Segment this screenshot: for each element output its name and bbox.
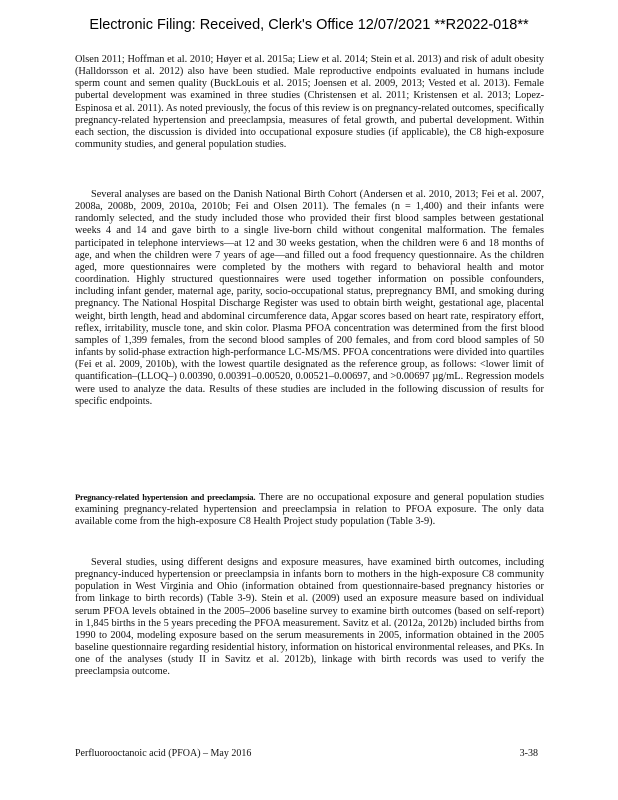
section-text: There are no occupational exposure and general population studies examining pregnancy-related hypertension and preeclampsia in relation to PFOA exposure. The only data available come from the high-exposure C8 Health Project study population (Table 3-9). — [75, 492, 545, 528]
section-run-in-heading: Pregnancy-related hypertension and preeclampsia. — [75, 492, 256, 502]
paragraph-hypertension-section — [75, 491, 544, 528]
footer-page-number: 3-38 — [519, 748, 538, 759]
filing-stamp-header: Electronic Filing: Received, Clerk's Office 12/07/2021 **R2022-018** — [89, 17, 529, 33]
footer-document-title: Perfluorooctanoic acid (PFOA) – May 2016 — [75, 748, 252, 759]
paragraph-intro-continued: Olsen 2011; Hoffman et al. 2010; Høyer et al. 2015a; Liew et al. 2014; Stein et al. 2013) and risk of adult obesity (Halldorsson et al. 2012) also have been studied. Male reproductive endpoints evaluated in humans include sperm count and semen quality (BuckLouis et al. 2015; Joensen et al. 2009, 2013; Vested et al. 2013). Female pubertal development was examined in three studies (Christensen et al. 2011; Kristensen et al. 2013; Lopez-Espinosa et al. 2011). As noted previously, the focus of this review is on pregnancy-related outcomes, specifically pregnancy-related hypertension and preeclampsia, measures of fetal growth, and pubertal development. Within each section, the discussion is divided into occupational exposure studies (if applicable), the C8 high-exposure community studies, and general population studies. — [75, 54, 544, 151]
paragraph-birth-outcomes: Several studies, using different designs and exposure measures, have examined birth outcomes, including pregnancy-induced hypertension or preeclampsia in infants born to mothers in the high-exposure C8 community population in West Virginia and Ohio (information obtained from questionnaire-based pregnancy histories or from linkage to birth records) (Table 3-9). Stein et al. (2009) used an exposure measure based on individual serum PFOA levels obtained in the 2005–2006 baseline survey to examine birth outcomes (based on self-report) in 1,845 births in the 5 years preceding the PFOA measurement. Savitz et al. (2012a, 2012b) included births from 1990 to 2004, modeling exposure based on the serum measurements in 2005, information obtained in the 2005 baseline questionnaire regarding residential history, information on historical environmental releases, and PKs. In one of the analyses (study II in Savitz et al. 2012b), linkage with birth records was used to verify the preeclampsia outcome. — [75, 557, 544, 678]
paragraph-danish-cohort: Several analyses are based on the Danish National Birth Cohort (Andersen et al. 2010, 2013; Fei et al. 2007, 2008a, 2008b, 2009, 2010a, 2010b; Fei and Olsen 2011). The females (n = 1,400) and their infants were randomly selected, and the study included those who provided their first blood samples between gestational weeks 4 and 14 and gave birth to a single live-born child without congenital malformation. The females participated in telephone interviews—at 12 and 30 weeks gestation, when the children were 6 and 18 months of age, and when the children were 7 years of age—and filled out a food frequency questionnaire. As the children aged, more questionnaires were completed by the mothers with regard to behavioral health and motor coordination. Highly structured questionnaires were used together information on possible confounders, including infant gender, maternal age, parity, socio-occupational status, prepregnancy BMI, and smoking during pregnancy. The National Hospital Discharge Register was used to obtain birth weight, gestational age, placental weight, birth length, head and abdominal circumference data, Apgar scores based on heart rate, respiratory effort, reflex, irritability, muscle tone, and skin color. Plasma PFOA concentration was determined from the first blood samples of 1,399 females, from the second blood samples of 200 females, and from cord blood samples of 50 infants by solid-phase extraction high-performance LC-MS/MS. PFOA concentrations were divided into quartiles (Fei et al. 2009, 2010b), with the lowest quartile designated as the reference group, as follows: <lower limit of quantification–(LLOQ–) 0.00390, 0.00391–0.00520, 0.00521–0.00697, and >0.00697 µg/mL. Regression models were used to analyze the data. Results of these studies are included in the following discussion of results for specific endpoints. — [75, 189, 544, 407]
